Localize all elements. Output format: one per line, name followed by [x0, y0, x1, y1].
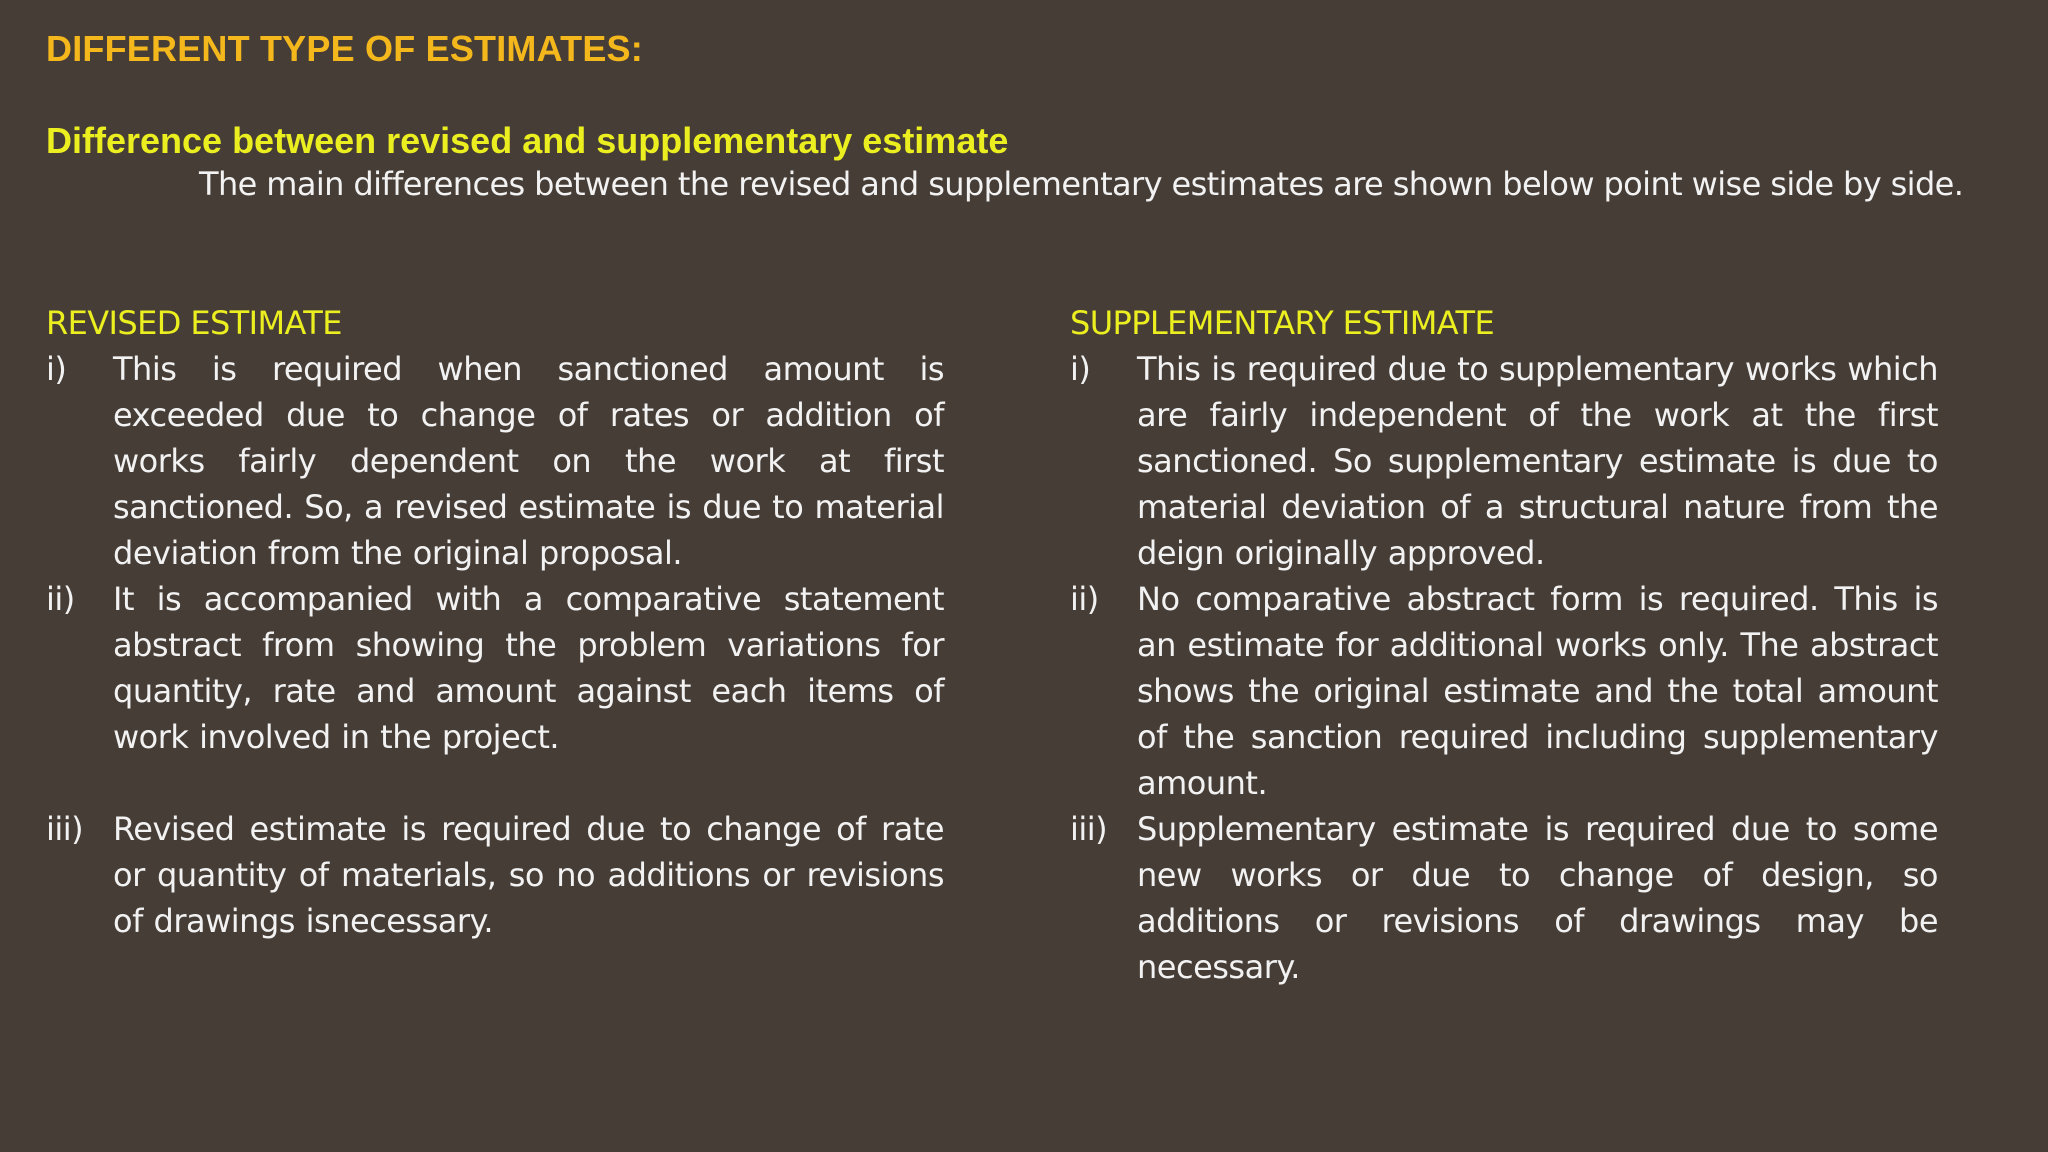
item-text: It is accompanied with a comparative statement abstract from showing the problem variations for quantity, rate and amount against each items of work involved in the project. [113, 580, 944, 756]
slide-subtitle: Difference between revised and supplementary estimate [46, 120, 1009, 161]
revised-item-3 [46, 806, 944, 944]
supplementary-estimate-heading: SUPPLEMENTARY ESTIMATE [1070, 304, 1495, 342]
spacer [46, 760, 944, 806]
item-number: ii) [46, 580, 75, 618]
supplementary-item-1 [1070, 346, 1938, 576]
item-text: Revised estimate is required due to change of rate or quantity of materials, so no additions or revisions of drawings isnecessary. [113, 810, 944, 940]
revised-estimate-heading: REVISED ESTIMATE [46, 304, 342, 342]
item-number: i) [46, 350, 67, 388]
item-number: ii) [1070, 580, 1099, 618]
revised-item-2 [46, 576, 944, 760]
item-number: iii) [1070, 810, 1108, 848]
item-text: Supplementary estimate is required due to some new works or due to change of design, so additions or revisions of drawings may be necessary. [1137, 810, 1938, 986]
supplementary-item-2 [1070, 576, 1938, 806]
item-number: i) [1070, 350, 1091, 388]
item-text: No comparative abstract form is required. This is an estimate for additional works only. The abstract shows the original estimate and the total amount of the sanction required including supplementary amount. [1137, 580, 1938, 802]
revised-item-1 [46, 346, 944, 576]
revised-estimate-column [46, 300, 944, 944]
supplementary-item-3 [1070, 806, 1938, 990]
item-text: This is required when sanctioned amount is exceeded due to change of rates or addition of works fairly dependent on the work at first sanctioned. So, a revised estimate is due to material deviation from the original proposal. [113, 350, 944, 572]
intro-text: The main differences between the revised and supplementary estimates are shown below point wise side by side. [199, 165, 1964, 203]
supplementary-estimate-column [1070, 300, 1938, 990]
slide-title: DIFFERENT TYPE OF ESTIMATES: [46, 28, 643, 69]
item-number: iii) [46, 810, 84, 848]
item-text: This is required due to supplementary works which are fairly independent of the work at the first sanctioned. So supplementary estimate is due to material deviation of a structural nature from the deign originally approved. [1137, 350, 1938, 572]
